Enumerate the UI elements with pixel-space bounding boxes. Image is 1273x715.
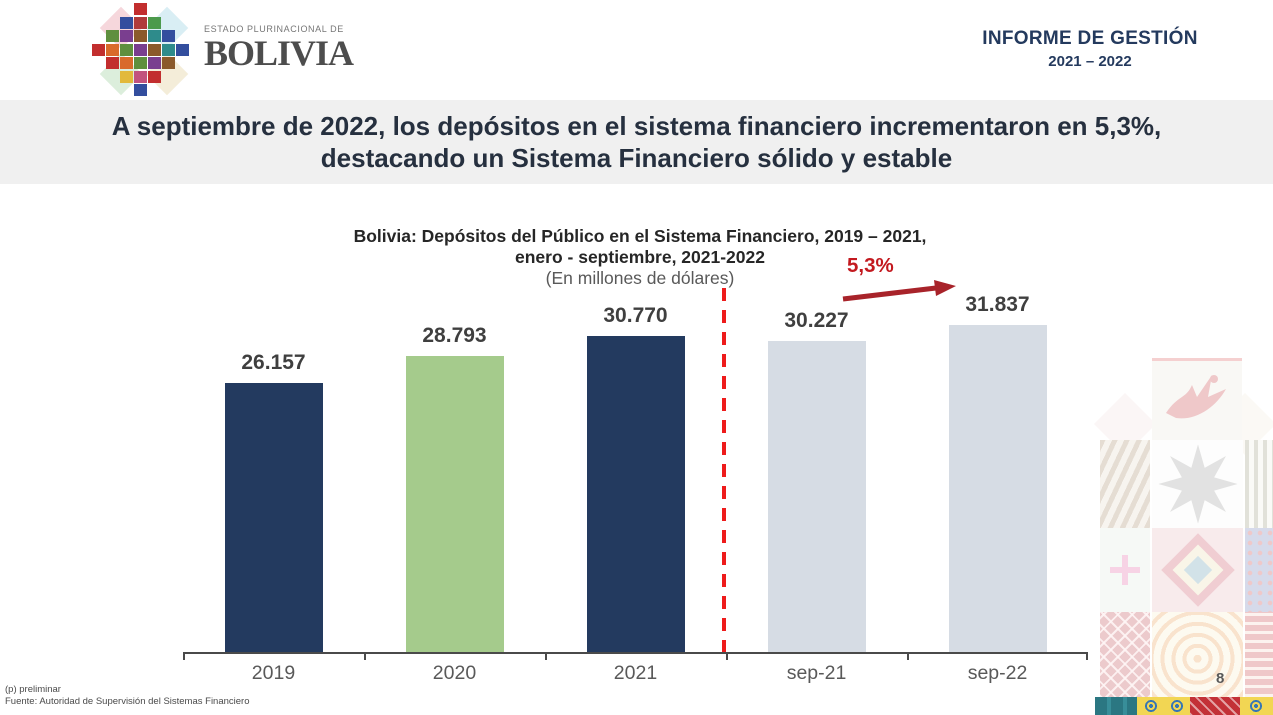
mosaic-tile: [148, 17, 161, 29]
mosaic-tile: [162, 44, 175, 56]
star-motif-tile: [1152, 440, 1243, 528]
mosaic-tile: [106, 44, 119, 56]
mosaic-tile: [162, 57, 175, 69]
mosaic-tile: [134, 30, 147, 42]
spiral-motif-tile: [1152, 612, 1243, 697]
mosaic-tile: [176, 44, 189, 56]
pattern-tile: [1095, 697, 1137, 715]
mosaic-tile: [148, 71, 161, 83]
mosaic-tile: [134, 17, 147, 29]
axis-tick: [1086, 654, 1088, 660]
mosaic-tile: [162, 30, 175, 42]
axis-tick: [183, 654, 185, 660]
report-title: INFORME DE GESTIÓN: [982, 28, 1198, 49]
axis-tick: [726, 654, 728, 660]
mosaic-tile: [134, 44, 147, 56]
chart-title-line2: enero - septiembre, 2021-2022: [515, 247, 765, 267]
x-axis-label-2021: 2021: [613, 662, 658, 684]
bar-value-2019: 26.157: [241, 351, 306, 374]
chart-segment-sep-22: [907, 285, 1088, 684]
mosaic-tile: [106, 30, 119, 42]
mosaic-tile: [134, 57, 147, 69]
mosaic-tile: [106, 57, 119, 69]
chart-segment-2020: [364, 285, 545, 684]
mosaic-tile: [148, 57, 161, 69]
axis-tick: [907, 654, 909, 660]
bolivia-logo: [204, 24, 353, 71]
x-axis-label-sep-21: sep-21: [786, 662, 847, 684]
bar-2021: [587, 336, 685, 652]
x-axis-label-2019: 2019: [251, 662, 296, 684]
mosaic-tile: [120, 57, 133, 69]
chart-subtitle: (En millones de dólares): [545, 268, 735, 288]
mosaic-tile: [134, 84, 147, 96]
decorative-pattern: [1095, 350, 1273, 715]
bar-2020: [406, 356, 504, 652]
bar-value-2020: 28.793: [422, 324, 487, 347]
cross-stitch-motif-tile: [1100, 612, 1150, 697]
slide-title-line1: A septiembre de 2022, los depósitos en el sistema financiero incrementaron en 5,3%,: [111, 110, 1162, 141]
chart-segment-sep-21: [726, 285, 907, 684]
mosaic-tile: [148, 30, 161, 42]
report-period: 2021 – 2022: [1048, 53, 1132, 70]
pattern-tile: [1137, 697, 1190, 715]
chart-segment-2021: [545, 285, 726, 684]
bar-2019: [225, 383, 323, 652]
pattern-tile: [1190, 697, 1240, 715]
bar-sep-22: [949, 325, 1047, 652]
footnotes: [5, 684, 250, 708]
dashed-divider-line: [722, 288, 726, 652]
bar-value-sep-22: 31.837: [965, 293, 1030, 316]
bar-sep-21: [768, 341, 866, 652]
axis-tick: [545, 654, 547, 660]
axis-tick: [364, 654, 366, 660]
bar-chart: [183, 285, 1088, 684]
logo-small-text: ESTADO PLURINACIONAL DE: [204, 24, 344, 34]
zigzag-motif-tile: [1100, 440, 1150, 528]
x-axis-label-sep-22: sep-22: [967, 662, 1028, 684]
dots-motif-tile: [1245, 528, 1273, 612]
mosaic-tile: [120, 71, 133, 83]
bar-value-2021: 30.770: [603, 304, 668, 327]
logo-large-text: BOLIVIA: [204, 33, 354, 73]
mosaic-tile: [134, 71, 147, 83]
mosaic-tile: [92, 44, 105, 56]
greek-key-motif-tile: [1245, 612, 1273, 697]
footnote-source: Fuente: Autoridad de Supervisión del Sistemas Financiero: [5, 695, 250, 707]
pattern-bottom-strip: [1095, 697, 1273, 715]
mosaic-tile: [120, 44, 133, 56]
footnote-preliminary: (p) preliminar: [5, 684, 61, 695]
x-axis-label-2020: 2020: [432, 662, 477, 684]
stripes-motif-tile: [1245, 440, 1273, 528]
diamond-motif-tile: [1152, 528, 1243, 612]
page-number: 8: [1216, 670, 1225, 687]
mosaic-tile: [134, 3, 147, 15]
pattern-faded-tiles: [1095, 350, 1273, 715]
growth-percentage-label: 5,3%: [847, 254, 894, 277]
chart-segment-2019: [183, 285, 364, 684]
mosaic-tile: [120, 17, 133, 29]
growth-arrow-icon: [833, 276, 958, 311]
chart-title-line1: Bolivia: Depósitos del Público en el Sistema Financiero, 2019 – 2021,: [353, 226, 927, 246]
bird-motif-tile: [1152, 358, 1242, 446]
mosaic-tile: [120, 30, 133, 42]
chart-segments: [183, 285, 1088, 684]
slide-title-line2: destacando un Sistema Financiero sólido y estable: [320, 143, 953, 173]
cross-motif-tile: [1100, 528, 1150, 612]
slide-title-banner: [0, 100, 1273, 184]
bar-value-sep-21: 30.227: [784, 309, 849, 332]
mosaic-tile: [148, 44, 161, 56]
bolivia-emblem-icon: [92, 3, 192, 98]
pattern-tile: [1240, 697, 1273, 715]
report-title-block: [955, 28, 1225, 70]
